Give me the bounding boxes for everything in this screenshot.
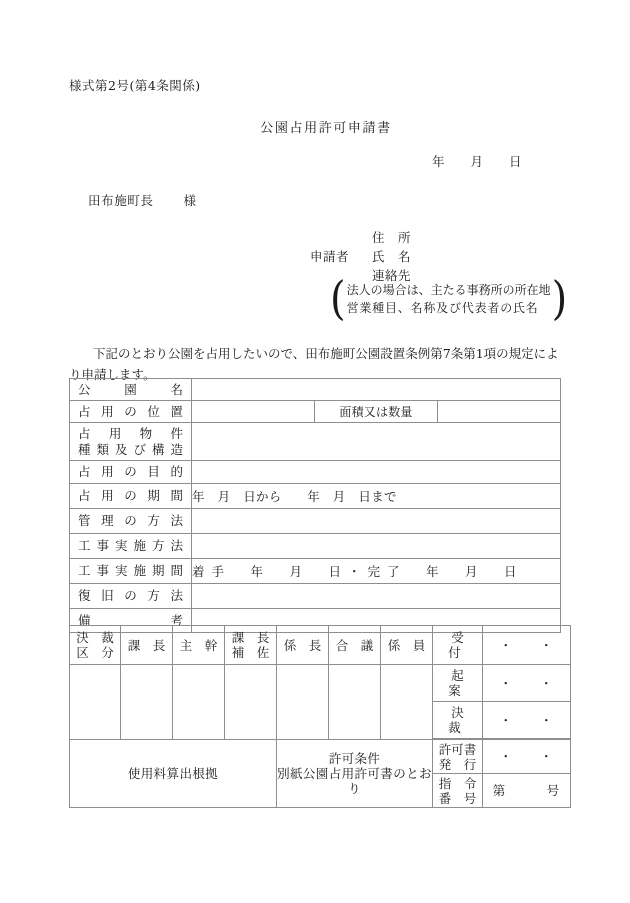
row-value-construction-method[interactable] — [192, 534, 561, 559]
approval-sign-decision-class[interactable] — [70, 665, 121, 740]
approval-header-senior-officer: 主 幹 — [173, 626, 225, 665]
applicant-block — [310, 228, 411, 285]
date-day-label: 日 — [509, 154, 522, 169]
approval-header-consultation: 合 議 — [329, 626, 381, 665]
row-label-area-or-quantity: 面積又は数量 — [315, 401, 438, 423]
row-label-park-name: 公園名 — [70, 379, 192, 401]
addressee-name: 田布施町長 — [88, 193, 154, 208]
footer-row-permit-issue — [70, 740, 571, 774]
form-number: 様式第2号(第4条関係) — [69, 78, 201, 93]
row-value-object-type-structure[interactable] — [192, 423, 561, 461]
applicant-name-row — [310, 247, 411, 266]
table-row — [70, 461, 561, 484]
applicant-name-label: 氏 名 — [372, 249, 412, 264]
row-label-construction-period: 工事実施期間 — [70, 559, 192, 584]
table-row — [70, 534, 561, 559]
row-label-construction-method: 工事実施方法 — [70, 534, 192, 559]
note-lines — [347, 281, 551, 317]
date-year-label: 年 — [432, 154, 445, 169]
approval-table — [69, 625, 571, 808]
approval-sign-deputy-chief[interactable] — [225, 665, 277, 740]
approval-label-drafting: 起 案 — [433, 665, 483, 702]
row-label-restoration-method: 復旧の方法 — [70, 584, 192, 609]
table-row — [70, 379, 561, 401]
approval-header-subsection-chief: 係 長 — [277, 626, 329, 665]
table-row — [70, 401, 561, 423]
approval-header-section-chief: 課 長 — [121, 626, 173, 665]
approval-header-deputy-chief: 課 長 補 佐 — [225, 626, 277, 665]
approval-sign-senior-officer[interactable] — [173, 665, 225, 740]
applicant-lead-label: 申請者 — [310, 249, 350, 264]
approval-signature-row — [70, 665, 571, 702]
note-line-1: 法人の場合は、主たる事務所の所在地 — [346, 283, 551, 297]
row-value-management-method[interactable] — [192, 509, 561, 534]
approval-value-decision[interactable]: ・ ・ — [483, 702, 571, 739]
row-value-occupancy-location[interactable] — [192, 401, 315, 423]
footer-condition-block — [277, 740, 433, 808]
applicant-address-label: 住 所 — [372, 230, 412, 245]
approval-label-order-number: 指 令 番 号 — [433, 774, 483, 808]
row-label-management-method: 管理の方法 — [70, 509, 192, 534]
footer-fee-basis: 使用料算出根拠 — [70, 740, 277, 808]
row-label-occupancy-location: 占用の位置 — [70, 401, 192, 423]
row-label-occupancy-purpose: 占用の目的 — [70, 461, 192, 484]
approval-label-reception: 受 付 — [433, 626, 483, 665]
approval-label-permit-issue: 許可書 発 行 — [433, 740, 483, 774]
row-value-park-name[interactable] — [192, 379, 561, 401]
table-row — [70, 423, 561, 461]
application-detail-table — [69, 378, 561, 633]
approval-value-drafting[interactable]: ・ ・ — [483, 665, 571, 702]
note-paren-left: ( — [330, 272, 346, 326]
applicant-contact-label: 連絡先 — [372, 268, 412, 283]
table-row — [70, 559, 561, 584]
approval-sign-consultation[interactable] — [329, 665, 381, 740]
row-label-occupancy-period: 占用の期間 — [70, 484, 192, 509]
body-paragraph-text: 下記のとおり公園を占用したいので、田布施町公園設置条例第7条第1項の規定により申請します。 — [69, 346, 559, 382]
footer-condition-text: 別紙公園占用許可書のとおり — [277, 766, 432, 796]
row-label-object-type-structure: 占用物件 種類及び構造 — [70, 423, 192, 461]
table-row — [70, 484, 561, 509]
document-title: 公園占用許可申請書 — [260, 121, 392, 136]
approval-label-decision: 決 裁 — [433, 702, 483, 739]
approval-sign-subsection-chief[interactable] — [277, 665, 329, 740]
approval-header-row — [70, 626, 571, 665]
row-value-occupancy-period[interactable]: 年 月 日から 年 月 日まで — [192, 484, 561, 509]
applicant-address-row — [310, 228, 411, 247]
footer-condition-label: 許可条件 — [328, 751, 381, 766]
row-value-area-or-quantity[interactable] — [438, 401, 561, 423]
table-row — [70, 584, 561, 609]
approval-value-permit-issue[interactable]: ・ ・ — [483, 740, 571, 774]
row-label-remarks: 備考 — [70, 609, 192, 633]
addressee — [88, 191, 197, 209]
approval-header-staff: 係 員 — [381, 626, 433, 665]
approval-sign-staff[interactable] — [381, 665, 433, 740]
approval-sign-section-chief[interactable] — [121, 665, 173, 740]
note-paren-right: ) — [551, 272, 568, 326]
table-row — [70, 509, 561, 534]
row-value-occupancy-purpose[interactable] — [192, 461, 561, 484]
note-line-2: 営業種目、名称及び代表者の氏名 — [346, 301, 539, 315]
row-value-restoration-method[interactable] — [192, 584, 561, 609]
approval-value-reception[interactable]: ・ ・ — [483, 626, 571, 665]
addressee-honorific: 様 — [183, 193, 197, 208]
date-month-label: 月 — [470, 154, 484, 169]
approval-value-order-number[interactable]: 第 号 — [483, 774, 571, 808]
row-value-construction-period[interactable]: 着手 年 月 日・完了 年 月 日 — [192, 559, 561, 584]
date-line — [432, 152, 522, 170]
approval-header-decision-class: 決 裁 区 分 — [70, 626, 121, 665]
